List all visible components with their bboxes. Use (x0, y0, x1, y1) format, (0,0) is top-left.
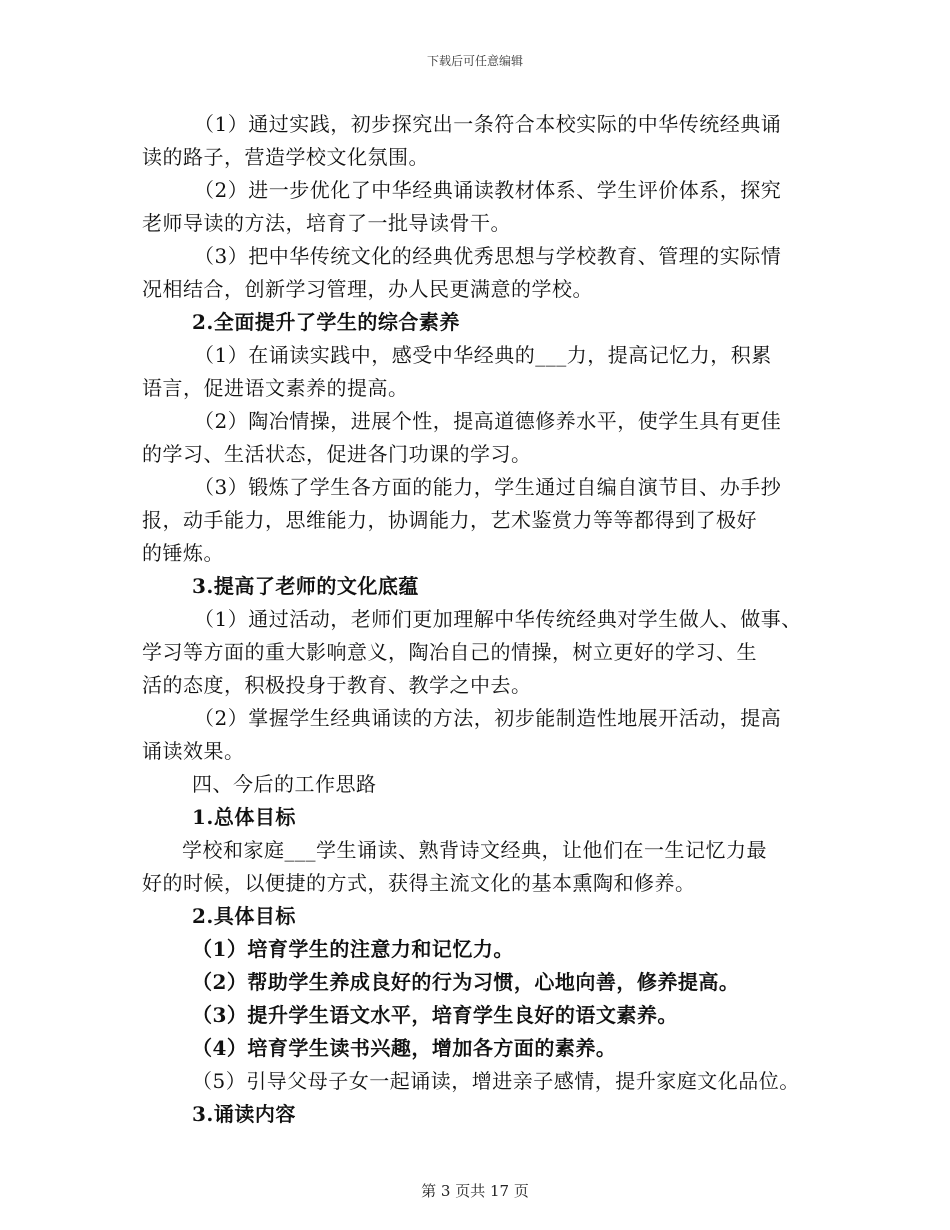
page-header-note: 下载后可任意编辑 (426, 54, 523, 68)
paragraph-line: （2）掌握学生经典诵读的方法，初步能制造性地展开活动，提高 (194, 706, 782, 730)
paragraph-line: 学习等方面的重大影响意义，陶冶自己的情操，树立更好的学习、生 (142, 640, 757, 664)
section-heading: 3.诵读内容 (192, 1102, 296, 1126)
paragraph-line: 诵读效果。 (142, 739, 245, 763)
paragraph-line: （1）通过实践，初步探究出一条符合本校实际的中华传统经典诵 (194, 112, 782, 136)
paragraph-line: 好的时候，以便捷的方式，获得主流文化的基本熏陶和修养。 (142, 871, 696, 895)
paragraph-line: 况相结合，创新学习管理，办人民更满意的学校。 (142, 277, 593, 301)
paragraph-line: 语言，促进语文素养的提高。 (142, 376, 409, 400)
goal-item: （1）培育学生的注意力和记忆力。 (192, 937, 514, 961)
paragraph-line: 报，动手能力，思维能力，协调能力，艺术鉴赏力等等都得到了极好 (142, 508, 757, 532)
section-heading: 2.具体目标 (192, 904, 296, 928)
goal-item: （4）培育学生读书兴趣，增加各方面的素养。 (192, 1036, 617, 1060)
section-heading: 2.全面提升了学生的综合素养 (192, 310, 460, 334)
paragraph-line: 读的路子，营造学校文化氛围。 (142, 145, 429, 169)
paragraph-line: 的锤炼。 (142, 541, 224, 565)
section-heading: 3.提高了老师的文化底蕴 (192, 574, 419, 598)
paragraph-line: 老师导读的方法，培育了一批导读骨干。 (142, 211, 511, 235)
section-heading: 1.总体目标 (192, 805, 296, 829)
paragraph-line: （2）陶冶情操，进展个性，提高道德修养水平，使学生具有更佳 (194, 409, 782, 433)
paragraph-line: （1）在诵读实践中，感受中华经典的___力，提高记忆力，积累 (194, 343, 772, 367)
paragraph-line: 学校和家庭___学生诵读、熟背诗文经典，让他们在一生记忆力最 (182, 838, 767, 862)
chapter-heading: 四、今后的工作思路 (192, 772, 377, 796)
paragraph-line: （2）进一步优化了中华经典诵读教材体系、学生评价体系，探究 (194, 178, 782, 202)
paragraph-line: 的学习、生活状态，促进各门功课的学习。 (142, 442, 532, 466)
document-body (142, 108, 812, 1131)
goal-item: （5）引导父母子女一起诵读，增进亲子感情，提升家庭文化品位。 (192, 1069, 800, 1093)
goal-item: （2）帮助学生养成良好的行为习惯，心地向善，修养提高。 (192, 970, 740, 994)
paragraph-line: （3）锻炼了学生各方面的能力，学生通过自编自演节目、办手抄 (194, 475, 782, 499)
paragraph-line: （1）通过活动，老师们更加理解中华传统经典对学生做人、做事、 (194, 607, 802, 631)
paragraph-line: （3）把中华传统文化的经典优秀思想与学校教育、管理的实际情 (194, 244, 782, 268)
goal-item: （3）提升学生语文水平，培育学生良好的语文素养。 (192, 1003, 678, 1027)
page-number-footer: 第 3 页共 17 页 (421, 1182, 529, 1200)
paragraph-line: 活的态度，积极投身于教育、教学之中去。 (142, 673, 532, 697)
